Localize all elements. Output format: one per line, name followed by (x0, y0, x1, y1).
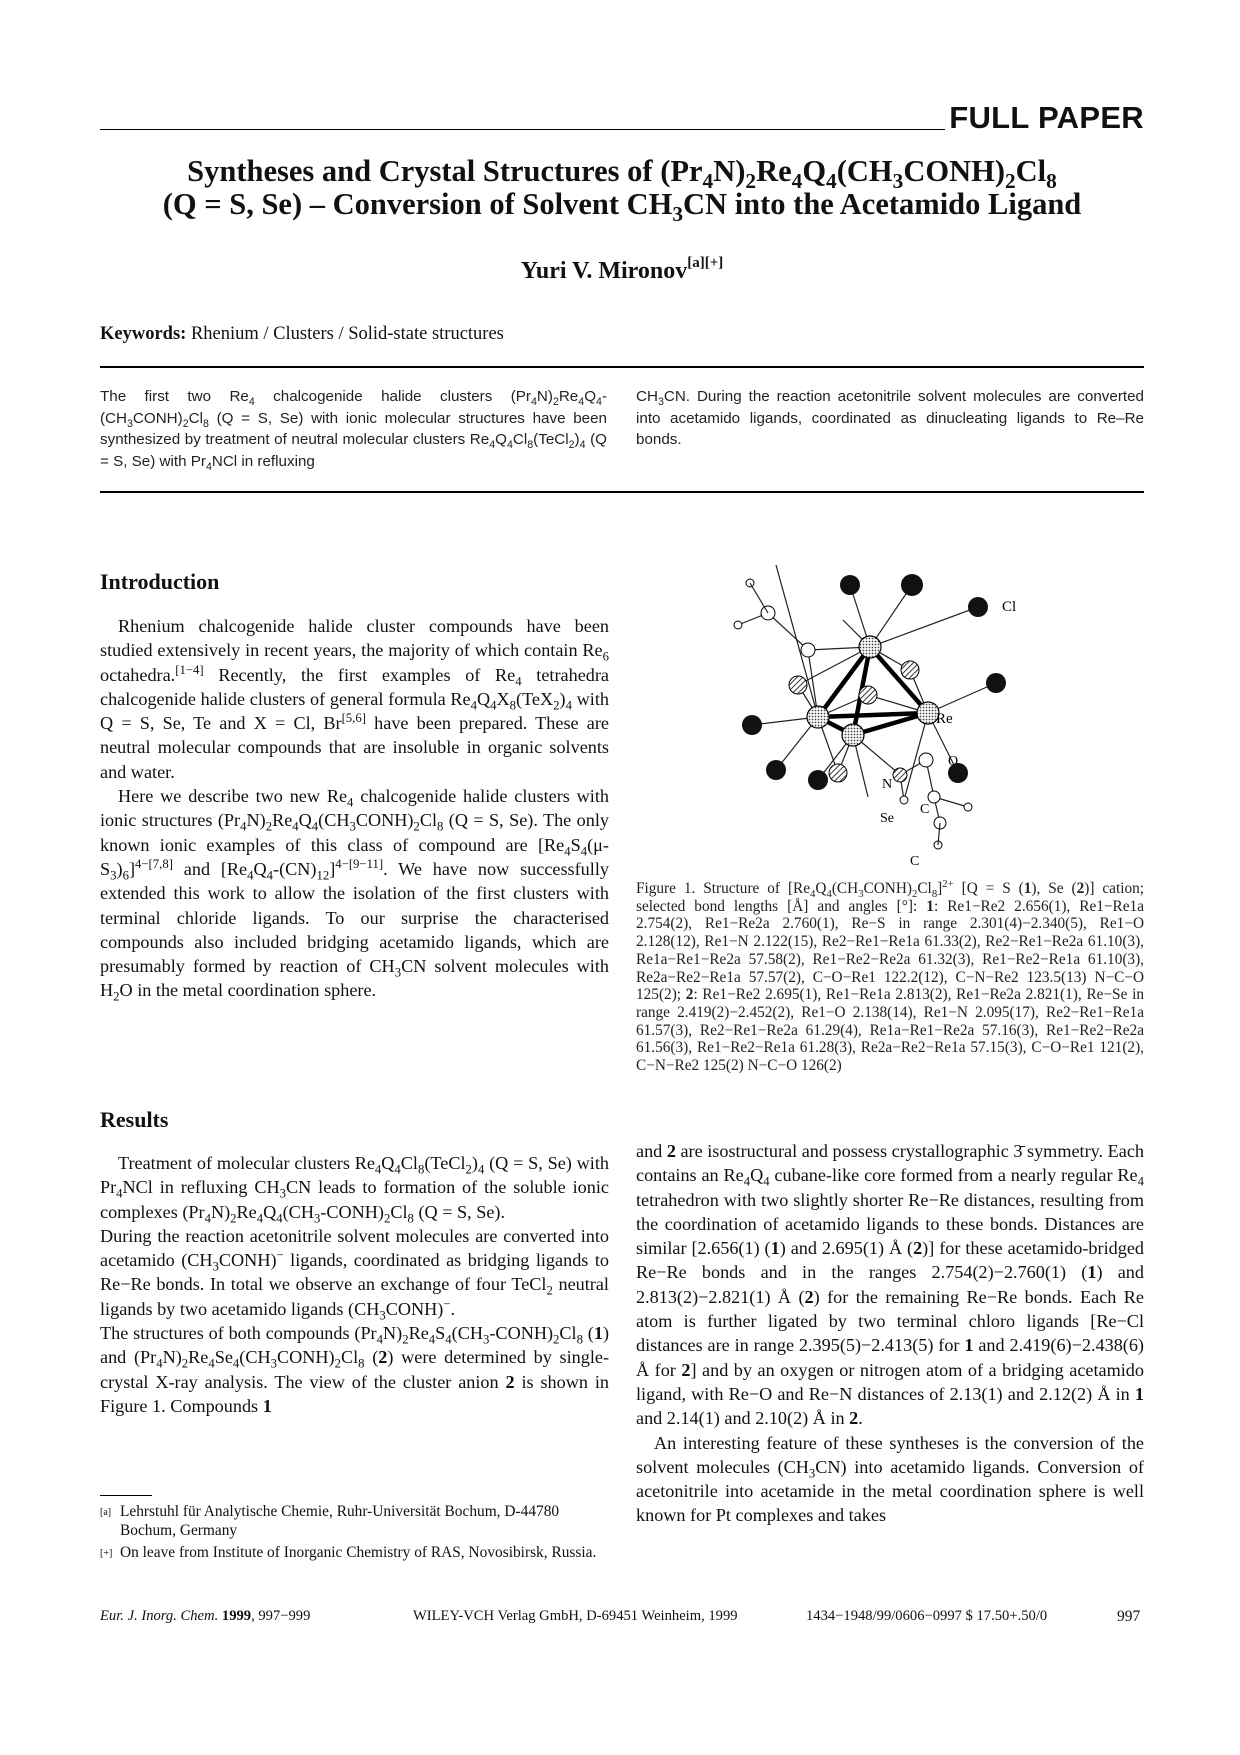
figure-caption: Figure 1. Structure of $[Re_4Q_4(CH_3CONH)_2Cl_8]^{2+}$ [Q = S (1), Se (2)] cation; selected bond lengths [Å] and angles [°]: 1: Re1−Re2 2.656(1), Re1−Re1a 2.754(2), Re1−Re2a 2.760(1), Re−S in range 2.301(4)−2.340(5), Re1−O 2.128(12), Re1−N 2.122(15), Re2−Re1−Re1a 61.33(2), Re2−Re1−Re2a 61.10(3), Re1a−Re1−Re2a 57.58(2), Re1−Re2−Re2a 61.32(3), Re1−Re2−Re1a 61.10(3), Re2a−Re2−Re1a 57.57(2), C−O−Re1 122.2(12), C−N−Re2 123.5(13) N−C−O 125(2); 2: Re1−Re2 2.695(1), Re1−Re1a 2.813(2), Re1−Re2a 2.821(1), Re−Se in range 2.419(2)−2.452(2), Re1−O 2.138(14), Re1−N 2.095(17), Re2−Re1−Re1a 61.57(3), Re2−Re1−Re2a 61.29(4), Re1a−Re1−Re2a 57.16(3), Re1−Re2−Re2a 61.56(3), Re1−Re2−Re1a 61.28(3), Re2a−Re2−Re1a 57.15(3), C−O−Re1 121(2), C−N−Re2 125(2) N−C−O 126(2) (636, 877, 1144, 1075)
abstract-bottom-rule (100, 491, 1144, 493)
label-c-2: C (910, 854, 920, 869)
keywords-text: Rhenium / Clusters / Solid-state structures (190, 324, 504, 344)
right-column-body (636, 1139, 1144, 1528)
right-paragraph-1: and 2 are isostructural and possess crystallographic 3̄ symmetry. Each contains an $Re_4Q_4$ cubane-like core formed from a nearly regular $Re_4$ tetrahedron with two slightly shorter Re−Re distances, resulting from the coordination of acetamido ligands to these bonds. Distances are similar [2.656(1) (1) and 2.695(1) Å (2)] for these acetamido-bridged Re−Re bonds and in the ranges 2.754(2)−2.760(1) (1) and 2.813(2)−2.821(1) Å (2) for the remaining Re−Re bonds. Each Re atom is further ligated by two terminal chloro ligands [Re−Cl distances are in range 2.395(5)−2.413(5) for 1 and 2.419(6)−2.438(6) Å for 2] and by an oxygen or nitrogen atom of a bridging acetamido ligand, with Re−O and Re−N distances of 2.13(1) and 2.12(2) Å in 1 and 2.14(1) and 2.10(2) Å in 2. (636, 1141, 1145, 1429)
title-line-2: (Q = S, Se) – Conversion of Solvent $CH_3CN$ into the Acetamido Ligand (162, 187, 1082, 227)
abstract-right: $CH_3CN$. During the reaction acetonitrile solvent molecules are converted into acetamido ligands, coordinated as dinucleating ligands to Re–Re bonds. (636, 388, 1144, 449)
footnote-text: Lehrstuhl für Analytische Chemie, Ruhr-Universität Bochum, D-44780 Bochum, Germany (120, 1503, 560, 1539)
label-c-1: C (920, 802, 930, 817)
footnotes (100, 1502, 609, 1563)
paper-title (100, 154, 1144, 227)
footnote-text: On leave from Institute of Inorganic Chemistry of RAS, Novosibirsk, Russia. (120, 1544, 597, 1561)
footnote-mark: [a] (100, 1507, 112, 1518)
results-body (100, 1151, 609, 1418)
results-heading: Results (100, 1107, 169, 1132)
label-se: Se (880, 811, 894, 826)
footnote (100, 1543, 609, 1563)
label-re: Re (936, 711, 953, 727)
footer-code: 1434−1948/99/0606−0997 $ 17.50+.50/0 (806, 1608, 1048, 1624)
results-paragraph-2: During the reaction acetonitrile solvent molecules are converted into acetamido $(CH_3CONH)^-$ ligands, coordinated as bridging ligands to Re−Re bonds. In total we observe an exchange of four TeCl$_2$ neutral ligands by two acetamido ligands $(CH_3CONH)^-$. (100, 1225, 609, 1323)
chlorine-atoms (742, 574, 1006, 790)
label-n: N (882, 777, 893, 792)
author-affiliation-marks: [a][+] (687, 255, 724, 271)
results-paragraph-1: Treatment of molecular clusters $Re_4Q_4Cl_8(TeCl_2)_4$ (Q = S, Se) with $Pr_4NCl$ in refluxing $CH_3CN$ leads to formation of the soluble ionic complexes $(Pr_4N)_2Re_4Q_4(CH_3-CONH)_2Cl_8$ (Q = S, Se). (100, 1153, 609, 1226)
label-cl: Cl (1002, 599, 1017, 615)
intro-paragraph-1: Rhenium chalcogenide halide cluster compounds have been studied extensively in recent years, the majority of which contain $Re_6$ octahedra.[1−4] Recently, the first examples of $Re_4$ tetrahedra chalcogenide halide clusters of general formula $Re_4Q_4X_8(TeX_2)_4$ with Q = S, Se, Te and X = Cl, Br[5,6] have been prepared. These are neutral molecular compounds that are insoluble in organic solvents and water. (100, 616, 609, 782)
abstract-left: The first two $Re_4$ chalcogenide halide clusters $(Pr_4N)_2Re_4Q_4-(CH_3CONH)_2Cl_8$ (Q = S, Se) with ionic molecular structures have been synthesized by treatment of neutral molecular clusters $Re_4Q_4Cl_8(TeCl_2)_4$ (Q = S, Se) with $Pr_4NCl$ in refluxing (100, 388, 607, 473)
footer-page-number: 997 (1117, 1608, 1141, 1625)
keywords-label: Keywords: (100, 324, 187, 344)
footer-publisher: WILEY-VCH Verlag GmbH, D-69451 Weinheim, 1999 (413, 1608, 738, 1624)
section-label: FULL PAPER (949, 100, 1144, 135)
author-name: Yuri V. Mironov (520, 258, 688, 284)
right-paragraph-2: An interesting feature of these syntheses is the conversion of the solvent molecules $(CH_3CN)$ into acetamido ligands. Conversion of acetonitrile into acetamide in the metal coordination sphere is well known for Pt complexes and takes (636, 1432, 1144, 1526)
introduction-body (100, 614, 609, 1003)
footnote-rule (100, 1495, 152, 1496)
author (100, 255, 1144, 285)
results-paragraph-3: The structures of both compounds $(Pr_4N)_2Re_4S_4(CH_3-CONH)_2Cl_8$ (1) and $(Pr_4N)_2Re_4Se_4(CH_3CONH)_2Cl_8$ (2) were determined by single-crystal X-ray analysis. The view of the cluster anion 2 is shown in Figure 1. Compounds 1 (100, 1323, 610, 1416)
intro-paragraph-2: Here we describe two new $Re_4$ chalcogenide halide clusters with ionic structures $(Pr_4N)_2Re_4Q_4(CH_3CONH)_2Cl_8$ (Q = S, Se). The only known ionic examples of this class of compound are $[Re_4S_4(\mu-S_3)_6]^{4-[7,8]}$ and $[Re_4Q_4-(CN)_{12}]^{4-[9-11]}$. We have now successfully extended this work to allow the isolation of the first clusters with terminal chloride ligands. To our surprise the characterised compounds also included bridging acetamido ligands, which are presumably formed by reaction of $CH_3CN$ solvent molecules with $H_2O$ in the metal coordination sphere. (100, 786, 610, 1005)
abstract-top-rule (100, 366, 1144, 368)
keywords (100, 324, 504, 345)
label-o: O (948, 754, 959, 769)
title-line-1: Syntheses and Crystal Structures of $(Pr_4N)_2Re_4Q_4(CH_3CONH)_2Cl_8$ (187, 154, 1057, 194)
footnote (100, 1502, 609, 1540)
cluster-structure-figure (688, 565, 1028, 875)
footnote-mark: [+] (100, 1548, 113, 1559)
footer-journal: Eur. J. Inorg. Chem. 1999, 997−999 (100, 1608, 311, 1624)
header-rule (100, 129, 945, 130)
introduction-heading: Introduction (100, 569, 220, 594)
